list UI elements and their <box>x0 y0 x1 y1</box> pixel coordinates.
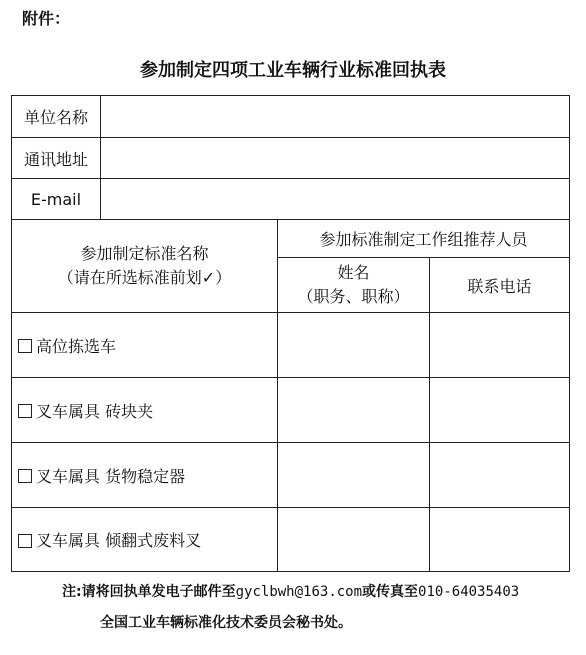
reply-form-table <box>11 95 570 572</box>
page-title: 参加制定四项工业车辆行业标准回执表 <box>140 60 446 81</box>
standard-option[interactable] <box>12 378 277 442</box>
name-header <box>278 258 429 312</box>
note-line-1 <box>62 581 519 601</box>
note-fax: 010-64035403 <box>418 584 520 600</box>
phone-field[interactable] <box>430 313 569 377</box>
standard-option-label: 叉车属具 砖块夹 <box>36 401 154 421</box>
address-field[interactable] <box>101 138 569 178</box>
email-field[interactable] <box>101 179 569 219</box>
note-middle: 或传真至 <box>362 584 419 600</box>
standard-option-label: 叉车属具 货物稳定器 <box>36 466 186 486</box>
name-field[interactable] <box>278 378 429 442</box>
name-header-line1: 姓名 <box>337 263 370 282</box>
standard-option[interactable] <box>12 508 277 571</box>
standard-header-line1: 参加制定标准名称 <box>80 244 209 263</box>
address-label: 通讯地址 <box>23 149 88 169</box>
standard-option-label: 高位拣选车 <box>36 336 117 356</box>
name-field[interactable] <box>278 508 429 571</box>
unit-name-label: 单位名称 <box>23 108 88 127</box>
unit-name-field[interactable] <box>101 96 569 137</box>
name-header-line2: （职务、职称） <box>297 287 410 306</box>
email-label: E-mail <box>30 189 82 209</box>
standard-option[interactable] <box>12 313 277 377</box>
phone-header: 联系电话 <box>467 276 532 296</box>
standard-option[interactable] <box>12 443 277 507</box>
standard-option-label: 叉车属具 倾翻式废料叉 <box>36 531 202 550</box>
checkbox[interactable] <box>18 534 32 548</box>
note-line-2: 全国工业车辆标准化技术委员会秘书处。 <box>100 615 352 631</box>
standard-header-line2: （请在所选标准前划✓） <box>57 268 232 287</box>
recommend-header: 参加标准制定工作组推荐人员 <box>319 230 528 249</box>
phone-field[interactable] <box>430 378 569 442</box>
standard-name-header <box>12 220 277 312</box>
checkbox[interactable] <box>18 469 32 483</box>
note-email: gyclbwh@163.com <box>235 584 363 600</box>
name-field[interactable] <box>278 443 429 507</box>
checkbox[interactable] <box>18 404 32 418</box>
checkbox[interactable] <box>18 339 32 353</box>
phone-field[interactable] <box>430 508 569 571</box>
phone-field[interactable] <box>430 443 569 507</box>
attachment-label: 附件： <box>22 9 71 28</box>
name-field[interactable] <box>278 313 429 377</box>
note-prefix: 注:请将回执单发电子邮件至 <box>62 584 236 600</box>
